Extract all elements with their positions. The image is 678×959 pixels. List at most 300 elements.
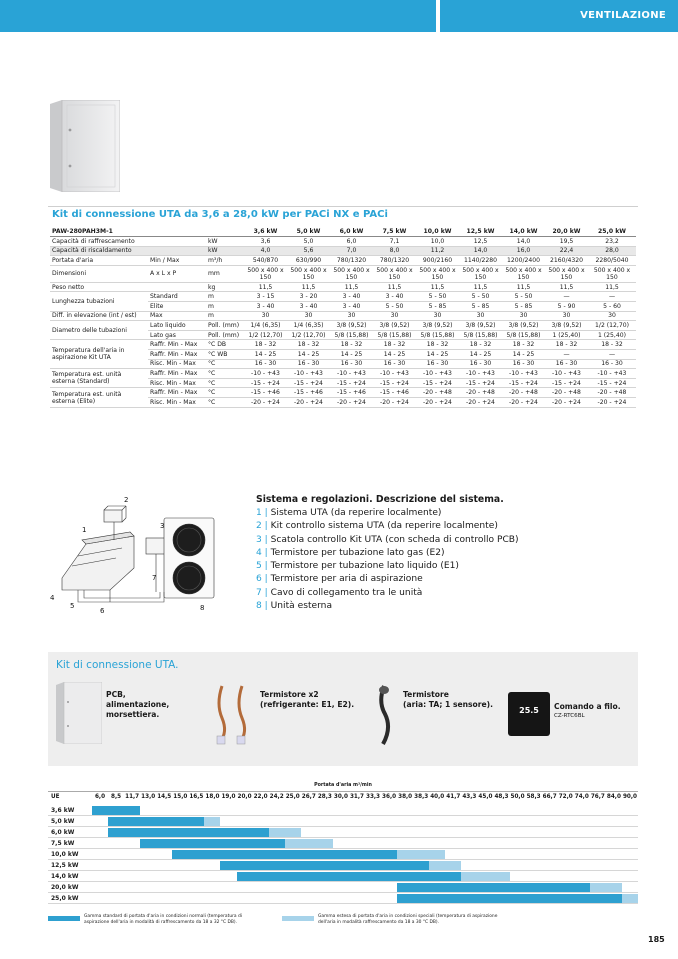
- spec-row-sub: Lato liquido: [148, 321, 206, 331]
- spec-cell: 3/8 (9,52): [502, 321, 545, 331]
- system-item-number: 1 |: [256, 508, 268, 518]
- spec-capacity-header: 3,6 kW: [244, 227, 287, 237]
- spec-cell: -15 - +46: [373, 388, 416, 398]
- airflow-tick: 13,0: [141, 794, 156, 800]
- airflow-tick: 18,0: [205, 794, 220, 800]
- spec-cell: -20 - +24: [373, 398, 416, 408]
- diagram-label-5: 5: [70, 602, 75, 610]
- spec-cell: 11,5: [416, 282, 459, 292]
- system-item: [256, 600, 519, 613]
- system-item-text: Kit controllo sistema UTA (da reperire localmente): [267, 521, 498, 532]
- airflow-bar-standard: [397, 883, 590, 892]
- spec-cell: 30: [588, 311, 636, 321]
- spec-cell: 16 - 30: [373, 359, 416, 369]
- airflow-row: [48, 871, 638, 882]
- legend-standard: [48, 914, 278, 930]
- spec-cell: -20 - +24: [416, 398, 459, 408]
- airflow-tick: 41,7: [446, 794, 461, 800]
- spec-capacity-header: 14,0 kW: [502, 227, 545, 237]
- spec-cell: 5 - 85: [502, 302, 545, 312]
- spec-row-unit: kW: [206, 246, 244, 256]
- airflow-bar-extended: [429, 861, 461, 870]
- spec-cell: -15 - +46: [330, 388, 373, 398]
- airflow-tick: 19,0: [221, 794, 236, 800]
- top-bar: [0, 0, 678, 32]
- spec-capacity-header: 7,5 kW: [373, 227, 416, 237]
- legend-extended-text: Gamma estesa di portata d'aria in condizioni speciali (temperatura di aspirazione dell'aria in modalità raffrescamento da 18 a 30 °C DB).: [318, 914, 498, 925]
- airflow-tick: 84,0: [606, 794, 621, 800]
- spec-cell: —: [545, 350, 588, 360]
- system-item-number: 6 |: [256, 574, 268, 585]
- spec-cell: 3/8 (9,52): [545, 321, 588, 331]
- spec-cell: -10 - +43: [588, 369, 636, 379]
- spec-cell: 11,5: [244, 282, 287, 292]
- airflow-tick: 36,0: [382, 794, 397, 800]
- airflow-tick: 31,7: [349, 794, 364, 800]
- spec-cell: 11,5: [459, 282, 502, 292]
- spec-cell: 3/8 (9,52): [459, 321, 502, 331]
- spec-cell: 5 - 60: [588, 302, 636, 312]
- thermistor-label-line: Termistore: [403, 690, 449, 699]
- spec-cell: 7,1: [373, 237, 416, 247]
- spec-row: [50, 388, 636, 398]
- spec-model: PAW-280PAH3M-1: [50, 227, 244, 237]
- spec-cell: 16 - 30: [287, 359, 330, 369]
- airflow-tick: 76,7: [590, 794, 605, 800]
- spec-cell: 18 - 32: [330, 340, 373, 350]
- spec-cell: 900/2160: [416, 256, 459, 266]
- spec-cell: 18 - 32: [287, 340, 330, 350]
- spec-cell: 22,4: [545, 246, 588, 256]
- airflow-row: [48, 838, 638, 849]
- spec-cell: 5 - 50: [459, 292, 502, 302]
- spec-cell: 500 x 400 x 150: [416, 265, 459, 282]
- spec-row-group: Diametro delle tubazioni: [50, 321, 148, 340]
- kit-panel-title: Kit di connessione UTA.: [56, 659, 179, 671]
- spec-row-group: Diff. in elevazione (int / est): [50, 311, 148, 321]
- kit-item-pcb: [54, 682, 194, 752]
- airflow-bar-extended: [397, 850, 445, 859]
- spec-cell: 16 - 30: [545, 359, 588, 369]
- airflow-row-label: 12,5 kW: [51, 862, 79, 869]
- thermistor-x2-label: [260, 690, 354, 710]
- spec-cell: -10 - +43: [373, 369, 416, 379]
- airflow-row-label: 3,6 kW: [51, 807, 75, 814]
- spec-row-unit: m³/h: [206, 256, 244, 266]
- spec-cell: -15 - +24: [244, 378, 287, 388]
- airflow-bar-extended: [285, 839, 333, 848]
- thermistor-label-line: (aria: TA; 1 sensore).: [403, 700, 494, 709]
- system-item-text: Termistore per tubazione lato gas (E2): [267, 547, 445, 558]
- spec-row-group: Temperatura est. unità esterna (Standard): [50, 369, 148, 388]
- spec-cell: 5,0: [287, 237, 330, 247]
- page-number: 185: [648, 935, 665, 944]
- spec-cell: 5/8 (15,88): [373, 330, 416, 340]
- airflow-row: [48, 893, 638, 904]
- spec-row: [50, 292, 636, 302]
- spec-cell: 16 - 30: [588, 359, 636, 369]
- pcb-label-line: morsettiera.: [106, 710, 160, 719]
- airflow-tick: 48,3: [494, 794, 509, 800]
- spec-cell: -20 - +48: [588, 388, 636, 398]
- spec-cell: -10 - +43: [416, 369, 459, 379]
- spec-cell: -15 - +24: [287, 378, 330, 388]
- airflow-tick: 30,0: [333, 794, 348, 800]
- spec-cell: 30: [545, 311, 588, 321]
- spec-cell: 3,6: [244, 237, 287, 247]
- spec-cell: -15 - +24: [373, 378, 416, 388]
- spec-cell: 5 - 50: [416, 292, 459, 302]
- spec-row-sub: Min / Max: [148, 256, 206, 266]
- spec-capacity-header: 10,0 kW: [416, 227, 459, 237]
- spec-header-row: [50, 227, 636, 237]
- spec-row-sub: Raffr. Min - Max: [148, 369, 206, 379]
- spec-cell: 1140/2280: [459, 256, 502, 266]
- spec-capacity-header: 12,5 kW: [459, 227, 502, 237]
- airflow-rule: [48, 791, 638, 792]
- spec-row-group: Capacità di riscaldamento: [50, 246, 148, 256]
- airflow-tick: 20,0: [237, 794, 252, 800]
- spec-cell: -10 - +43: [330, 369, 373, 379]
- spec-cell: -15 - +24: [416, 378, 459, 388]
- spec-cell: -10 - +43: [459, 369, 502, 379]
- airflow-tick: 22,0: [253, 794, 268, 800]
- spec-cell: -20 - +48: [459, 388, 502, 398]
- system-item-number: 8 |: [256, 601, 268, 612]
- system-item-number: 7 |: [256, 587, 268, 598]
- pcb-label-line: alimentazione,: [106, 700, 170, 709]
- spec-cell: 16 - 30: [330, 359, 373, 369]
- airflow-row-label: 25,0 kW: [51, 895, 79, 902]
- spec-cell: 5/8 (15,88): [459, 330, 502, 340]
- spec-cell: 6,0: [330, 237, 373, 247]
- spec-cell: 1/2 (12,70): [588, 321, 636, 331]
- spec-cell: 500 x 400 x 150: [330, 265, 373, 282]
- kit-item-remote: [508, 682, 636, 752]
- diagram-label-7: 7: [152, 574, 157, 582]
- spec-row-group: Capacità di raffrescamento: [50, 237, 148, 247]
- system-item: [256, 547, 519, 560]
- spec-cell: 14,0: [459, 246, 502, 256]
- airflow-row: [48, 816, 638, 827]
- spec-table-title: Kit di connessione UTA da 3,6 a 28,0 kW per PACi NX e PACi: [52, 209, 388, 220]
- system-item-text: Sistema UTA (da reperire localmente): [267, 508, 442, 518]
- airflow-bar-extended: [204, 817, 220, 826]
- system-item-text: Cavo di collegamento tra le unità: [267, 587, 423, 598]
- spec-cell: 30: [287, 311, 330, 321]
- spec-row-sub: Standard: [148, 292, 206, 302]
- airflow-row: [48, 882, 638, 893]
- spec-cell: 11,5: [373, 282, 416, 292]
- spec-row-sub: Risc. Min - Max: [148, 398, 206, 408]
- spec-row-unit: °C WB: [206, 350, 244, 360]
- thermistor-label: [403, 690, 493, 710]
- diagram-label-4: 4: [50, 594, 55, 602]
- spec-row-group: Portata d'aria: [50, 256, 148, 266]
- spec-cell: 5/8 (15,88): [502, 330, 545, 340]
- system-item-number: 5 |: [256, 561, 268, 572]
- spec-cell: 18 - 32: [459, 340, 502, 350]
- spec-cell: 500 x 400 x 150: [459, 265, 502, 282]
- airflow-tick: 90,0: [622, 794, 637, 800]
- airflow-row: [48, 805, 638, 816]
- airflow-caption: Portata d'aria m³/min: [314, 783, 372, 788]
- spec-row: [50, 340, 636, 350]
- spec-cell: 5 - 50: [373, 302, 416, 312]
- system-item: [256, 587, 519, 600]
- spec-cell: 14 - 25: [502, 350, 545, 360]
- airflow-bar-standard: [92, 806, 140, 815]
- spec-cell: 7,0: [330, 246, 373, 256]
- spec-cell: —: [545, 292, 588, 302]
- airflow-bar-extended: [269, 828, 301, 837]
- spec-cell: 18 - 32: [545, 340, 588, 350]
- diagram-label-2: 2: [124, 496, 129, 504]
- spec-cell: 16,0: [502, 246, 545, 256]
- system-item-text: Scatola controllo Kit UTA (con scheda di controllo PCB): [267, 534, 519, 545]
- airflow-row: [48, 860, 638, 871]
- spec-row-sub: Raffr. Min - Max: [148, 340, 206, 350]
- airflow-tick: 74,0: [574, 794, 589, 800]
- airflow-tick: 66,7: [542, 794, 557, 800]
- spec-cell: 1/4 (6,35): [287, 321, 330, 331]
- spec-cell: 16 - 30: [502, 359, 545, 369]
- thermistor-x2-label-line: Termistore x2: [260, 690, 319, 699]
- spec-cell: 8,0: [373, 246, 416, 256]
- airflow-bar-standard: [172, 850, 397, 859]
- airflow-row-label: 7,5 kW: [51, 840, 75, 847]
- top-bar-left: [0, 0, 436, 32]
- legend-extended-swatch: [282, 916, 314, 921]
- system-item-text: Unità esterna: [267, 601, 333, 612]
- spec-cell: 500 x 400 x 150: [373, 265, 416, 282]
- legend-extended: [282, 914, 512, 930]
- spec-cell: -15 - +24: [459, 378, 502, 388]
- airflow-tick: 72,0: [558, 794, 573, 800]
- spec-cell: 11,5: [330, 282, 373, 292]
- airflow-tick: 38,3: [414, 794, 429, 800]
- spec-cell: -20 - +24: [330, 398, 373, 408]
- spec-cell: -20 - +24: [588, 398, 636, 408]
- spec-row-unit: m: [206, 311, 244, 321]
- spec-row-unit: m: [206, 292, 244, 302]
- spec-row: [50, 311, 636, 321]
- spec-row-unit: Poll. (mm): [206, 330, 244, 340]
- system-item: [256, 534, 519, 547]
- spec-row-sub: [148, 246, 206, 256]
- spec-cell: 5 - 85: [416, 302, 459, 312]
- kit-item-thermistor: [372, 682, 512, 752]
- spec-row: [50, 369, 636, 379]
- control-box-image: [48, 100, 120, 192]
- spec-cell: 18 - 32: [373, 340, 416, 350]
- spec-row-sub: [148, 237, 206, 247]
- spec-cell: -15 - +24: [545, 378, 588, 388]
- spec-cell: -20 - +48: [416, 388, 459, 398]
- airflow-row: [48, 827, 638, 838]
- spec-row: [50, 237, 636, 247]
- spec-cell: -10 - +43: [244, 369, 287, 379]
- spec-cell: 30: [330, 311, 373, 321]
- spec-row-unit: °C DB: [206, 340, 244, 350]
- spec-cell: -15 - +24: [330, 378, 373, 388]
- airflow-tick: 33,3: [365, 794, 381, 800]
- spec-cell: 18 - 32: [244, 340, 287, 350]
- system-title: Sistema e regolazioni. Descrizione del sistema.: [256, 494, 504, 505]
- spec-cell: 1/2 (12,70): [287, 330, 330, 340]
- airflow-tick: 15,0: [173, 794, 188, 800]
- remote-code: CZ-RTC6BL: [554, 713, 585, 719]
- system-diagram: [48, 492, 248, 617]
- remote-label: Comando a filo.: [554, 702, 621, 711]
- spec-cell: —: [588, 350, 636, 360]
- spec-row-unit: °C: [206, 388, 244, 398]
- airflow-bar-extended: [590, 883, 622, 892]
- airflow-tick: 50,0: [510, 794, 525, 800]
- spec-cell: 30: [459, 311, 502, 321]
- remote-control-image: [508, 692, 550, 736]
- thermistor-pair-image: [212, 684, 254, 746]
- spec-capacity-header: 25,0 kW: [588, 227, 636, 237]
- spec-cell: 1/2 (12,70): [244, 330, 287, 340]
- spec-row-sub: Risc. Min - Max: [148, 378, 206, 388]
- spec-capacity-header: 5,0 kW: [287, 227, 330, 237]
- system-item: [256, 507, 519, 520]
- airflow-bar-standard: [140, 839, 285, 848]
- spec-cell: 5/8 (15,88): [416, 330, 459, 340]
- spec-row-sub: Raffr. Min - Max: [148, 350, 206, 360]
- spec-cell: 18 - 32: [502, 340, 545, 350]
- spec-cell: 3 - 40: [330, 292, 373, 302]
- spec-cell: -15 - +24: [502, 378, 545, 388]
- spec-cell: 14 - 25: [373, 350, 416, 360]
- spec-row-unit: mm: [206, 265, 244, 282]
- spec-cell: 18 - 32: [588, 340, 636, 350]
- system-item-text: Termistore per tubazione lato liquido (E1): [267, 561, 459, 572]
- spec-table: [50, 227, 636, 408]
- spec-cell: -20 - +24: [287, 398, 330, 408]
- system-item: [256, 520, 519, 533]
- spec-row-sub: Raffr. Min - Max: [148, 388, 206, 398]
- spec-cell: -15 - +24: [588, 378, 636, 388]
- system-item: [256, 560, 519, 573]
- airflow-bar-standard: [108, 817, 204, 826]
- airflow-tick: 6,0: [94, 794, 106, 800]
- spec-cell: 3 - 40: [287, 302, 330, 312]
- diagram-label-8: 8: [200, 604, 205, 612]
- spec-cell: -10 - +43: [287, 369, 330, 379]
- spec-cell: 1/4 (6,35): [244, 321, 287, 331]
- spec-row: [50, 265, 636, 282]
- pcb-box-image: [54, 682, 102, 744]
- spec-cell: 3 - 15: [244, 292, 287, 302]
- airflow-row-label: 5,0 kW: [51, 818, 75, 825]
- spec-row-group: Lunghezza tubazioni: [50, 292, 148, 311]
- spec-row-sub: Risc. Min - Max: [148, 359, 206, 369]
- spec-cell: 500 x 400 x 150: [502, 265, 545, 282]
- airflow-tick: 26,7: [301, 794, 316, 800]
- spec-cell: 3 - 40: [244, 302, 287, 312]
- airflow-header: [48, 794, 638, 804]
- ue-label: UE: [51, 794, 60, 800]
- spec-cell: 5 - 85: [459, 302, 502, 312]
- spec-cell: 3/8 (9,52): [373, 321, 416, 331]
- spec-cell: -20 - +48: [502, 388, 545, 398]
- spec-row: [50, 246, 636, 256]
- spec-cell: 540/870: [244, 256, 287, 266]
- airflow-tick: 43,3: [462, 794, 477, 800]
- spec-cell: 23,2: [588, 237, 636, 247]
- spec-row-unit: °C: [206, 359, 244, 369]
- diagram-label-1: 1: [82, 526, 87, 534]
- spec-cell: 5,6: [287, 246, 330, 256]
- spec-cell: 30: [416, 311, 459, 321]
- spec-row-sub: [148, 282, 206, 292]
- spec-cell: 11,5: [502, 282, 545, 292]
- spec-cell: 5/8 (15,88): [330, 330, 373, 340]
- spec-cell: -10 - +43: [545, 369, 588, 379]
- spec-capacity-header: 20,0 kW: [545, 227, 588, 237]
- spec-cell: 2160/4320: [545, 256, 588, 266]
- spec-capacity-header: 6,0 kW: [330, 227, 373, 237]
- spec-cell: 2280/5040: [588, 256, 636, 266]
- spec-cell: 14,0: [502, 237, 545, 247]
- spec-cell: 14 - 25: [244, 350, 287, 360]
- airflow-tick: 58,3: [526, 794, 541, 800]
- spec-cell: 30: [373, 311, 416, 321]
- airflow-row-label: 10,0 kW: [51, 851, 79, 858]
- spec-cell: 19,5: [545, 237, 588, 247]
- spec-cell: 500 x 400 x 150: [244, 265, 287, 282]
- diagram-label-3: 3: [160, 522, 165, 530]
- section-title: VENTILAZIONE: [580, 10, 666, 21]
- spec-cell: 11,2: [416, 246, 459, 256]
- spec-cell: 5 - 90: [545, 302, 588, 312]
- spec-cell: 11,5: [588, 282, 636, 292]
- spec-cell: 630/990: [287, 256, 330, 266]
- spec-row-unit: °C: [206, 369, 244, 379]
- spec-cell: 500 x 400 x 150: [287, 265, 330, 282]
- spec-cell: -20 - +24: [545, 398, 588, 408]
- spec-row: [50, 282, 636, 292]
- airflow-row: [48, 849, 638, 860]
- spec-cell: —: [588, 292, 636, 302]
- spec-cell: 30: [244, 311, 287, 321]
- spec-cell: -20 - +24: [244, 398, 287, 408]
- airflow-tick: 38,0: [398, 794, 413, 800]
- spec-cell: 10,0: [416, 237, 459, 247]
- spec-cell: 3 - 40: [373, 292, 416, 302]
- spec-row-sub: A x L x P: [148, 265, 206, 282]
- remote-screen-value: 25.5: [519, 706, 539, 715]
- airflow-bar-standard: [220, 861, 429, 870]
- spec-cell: 780/1320: [330, 256, 373, 266]
- spec-cell: 11,5: [545, 282, 588, 292]
- spec-cell: -10 - +43: [502, 369, 545, 379]
- spec-cell: 3/8 (9,52): [330, 321, 373, 331]
- title-rule: [48, 206, 638, 207]
- spec-cell: -15 - +46: [287, 388, 330, 398]
- system-item-number: 3 |: [256, 534, 268, 545]
- airflow-tick: 25,0: [285, 794, 300, 800]
- airflow-tick: 24,2: [269, 794, 284, 800]
- airflow-bar-standard: [237, 872, 462, 881]
- airflow-bar-standard: [397, 894, 622, 903]
- spec-cell: -15 - +46: [244, 388, 287, 398]
- spec-row: [50, 256, 636, 266]
- spec-cell: 3/8 (9,52): [416, 321, 459, 331]
- spec-cell: 14 - 25: [416, 350, 459, 360]
